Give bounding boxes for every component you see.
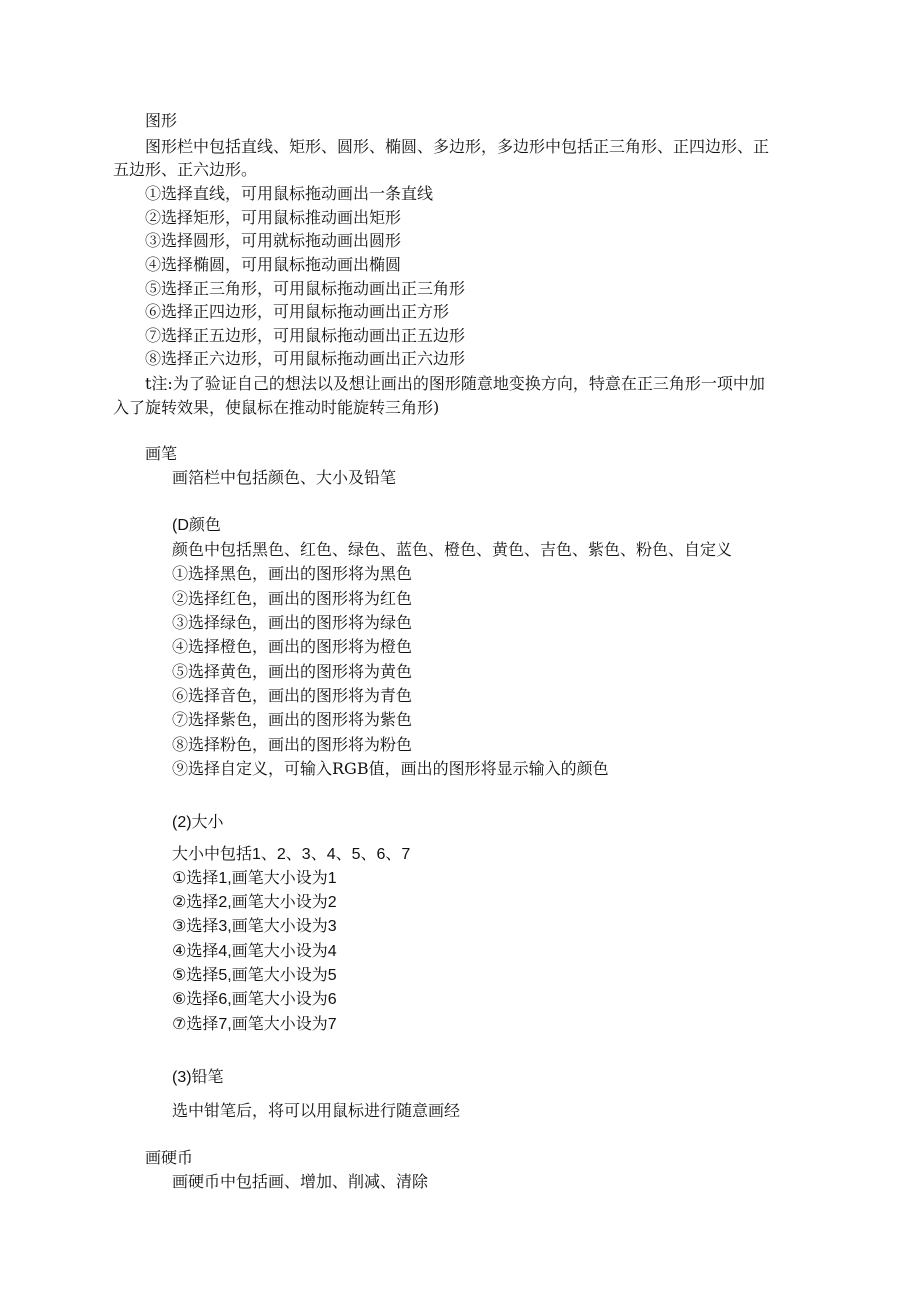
graphics-item: ④选择椭圆，可用鼠标拖动画出椭圆 [145, 255, 402, 274]
brush-intro: 画箔栏中包括颜色、大小及铅笔 [172, 468, 397, 487]
size-item: ⑤选择5,画笔大小设为5 [172, 967, 337, 984]
color-item: ②选择红色，画出的图形将为红色 [172, 589, 413, 608]
brush-heading: 画笔 [145, 444, 178, 463]
pencil-text: 选中钳笔后，将可以用鼠标进行随意画经 [172, 1101, 461, 1120]
graphics-item: ①选择直线，可用鼠标拖动画出一条直线 [145, 184, 434, 203]
color-heading: (D颜色 [172, 517, 221, 534]
size-item: ④选择4,画笔大小设为4 [172, 943, 337, 960]
graphics-intro-line1: 图形栏中包括直线、矩形、圆形、椭圆、多边形，多边形中包括正三角形、正四边形、正 [145, 137, 770, 156]
size-item: ⑥选择6,画笔大小设为6 [172, 991, 337, 1008]
graphics-item: ⑧选择正六边形，可用鼠标拖动画出正六边形 [145, 349, 466, 368]
size-intro: 大小中包括1、2、3、4、5、6、7 [172, 846, 411, 863]
size-item: ②选择2,画笔大小设为2 [172, 894, 337, 911]
color-item: ①选择黑色，画出的图形将为黑色 [172, 564, 413, 583]
color-item: ⑥选择音色，画出的图形将为青色 [172, 686, 413, 705]
graphics-item: ⑦选择正五边形，可用鼠标拖动画出正五边形 [145, 326, 466, 345]
color-item: ③选择绿色，画出的图形将为绿色 [172, 613, 413, 632]
graphics-item: ⑤选择正三角形，可用鼠标拖动画出正三角形 [145, 279, 466, 298]
color-intro: 颜色中包括黑色、红色、绿色、蓝色、橙色、黄色、吉色、紫色、粉色、自定义 [172, 540, 733, 559]
graphics-item: ②选择矩形，可用鼠标推动画出矩形 [145, 208, 402, 227]
size-item: ①选择1,画笔大小设为1 [172, 870, 337, 887]
graphics-item: ⑥选择正四边形，可用鼠标拖动画出正方形 [145, 302, 450, 321]
color-item: ⑧选择粉色，画出的图形将为粉色 [172, 735, 413, 754]
color-item: ④选择橙色，画出的图形将为橙色 [172, 637, 413, 656]
size-item: ⑦选择7,画笔大小设为7 [172, 1016, 337, 1033]
pencil-heading: (3)铅笔 [172, 1069, 224, 1086]
color-item: ⑦选择紫色，画出的图形将为紫色 [172, 710, 413, 729]
graphics-note-line1: t注:为了验证自己的想法以及想让画出的图形随意地变换方向，特意在正三角形一项中加 [145, 374, 765, 393]
graphics-intro-line2: 五边形、正六边形。 [113, 160, 258, 179]
size-item: ③选择3,画笔大小设为3 [172, 918, 337, 935]
color-item: ⑨选择自定义，可输入RGB值，画出的图形将显示输入的颜色 [172, 759, 609, 778]
size-heading: (2)大小 [172, 814, 224, 831]
graphics-note-line2: 入了旋转效果，使鼠标在推动时能旋转三角形) [113, 398, 440, 417]
coin-heading: 画硬币 [145, 1148, 194, 1167]
graphics-heading: 图形 [145, 111, 178, 130]
coin-intro: 画硬币中包括画、增加、削减、清除 [172, 1172, 429, 1191]
color-item: ⑤选择黄色，画出的图形将为黄色 [172, 662, 413, 681]
graphics-item: ③选择圆形，可用就标拖动画出圆形 [145, 231, 402, 250]
